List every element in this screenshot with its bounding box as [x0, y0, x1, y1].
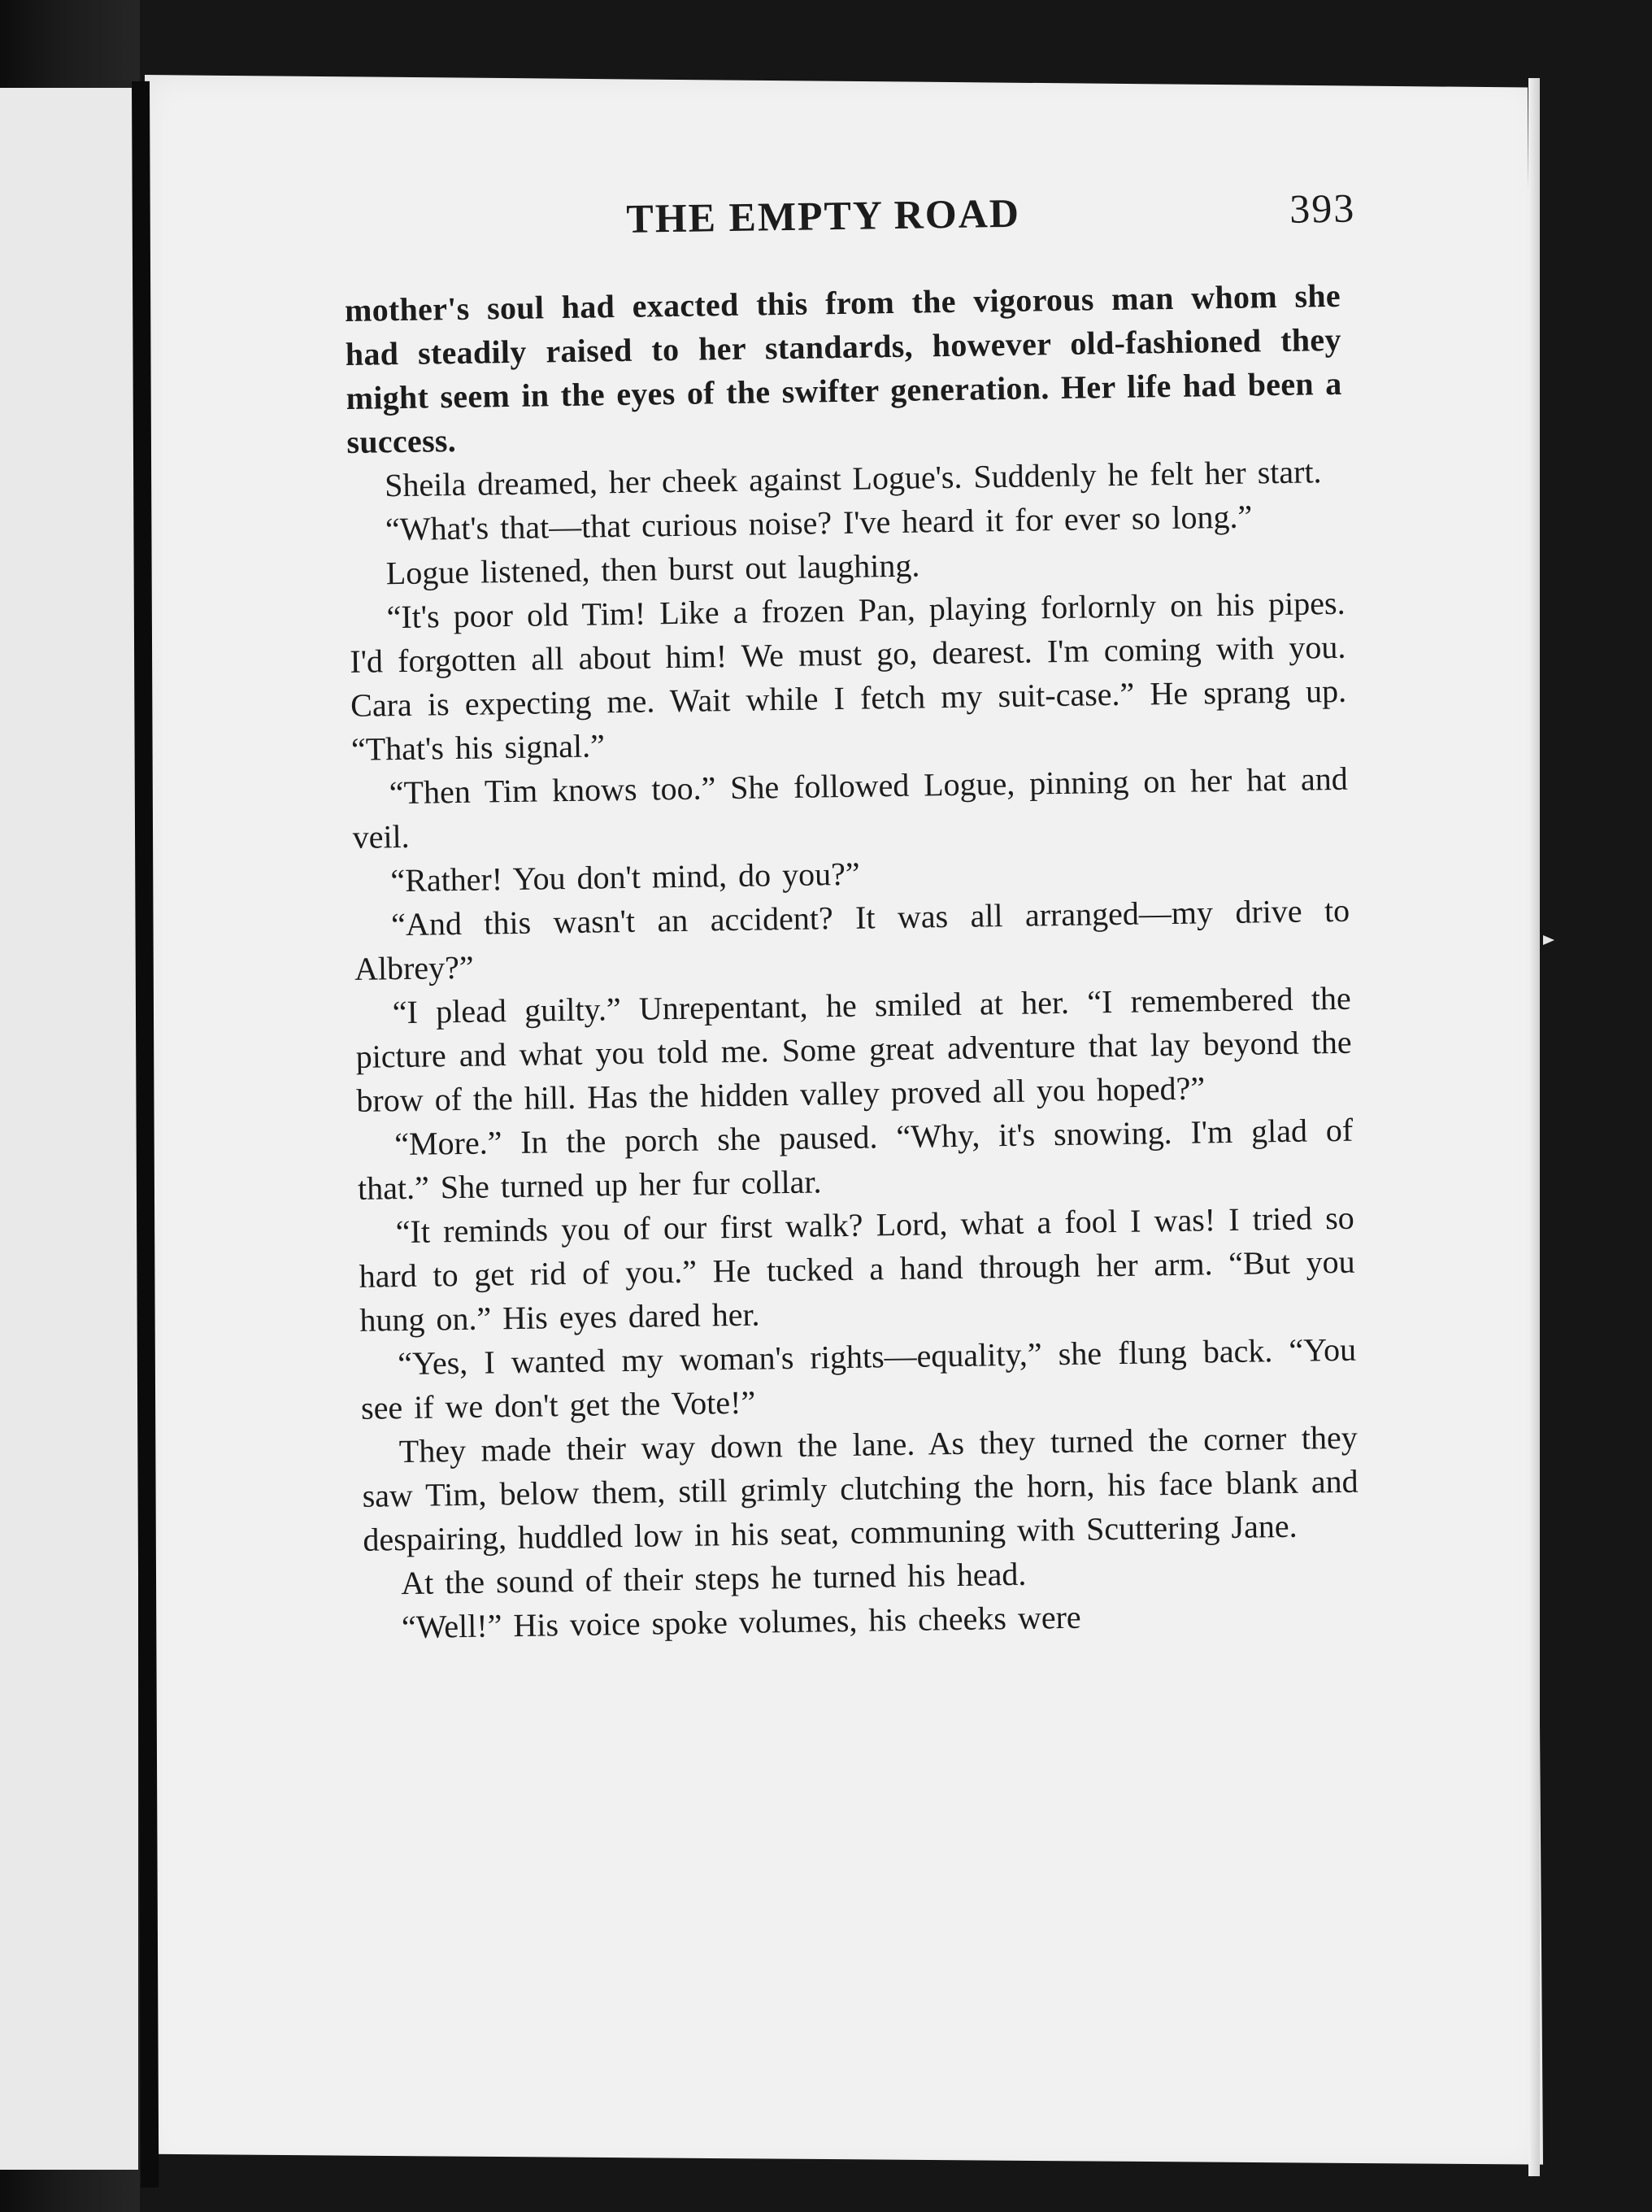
paragraph: “Yes, I wanted my woman's rights—equality,” she flung back. “You see if we don't get the Vote!”: [360, 1330, 1357, 1426]
paragraph: Sheila dreamed, her cheek against Logue's. Suddenly he felt her start.: [384, 453, 1322, 504]
paragraph: “I plead guilty.” Unrepentant, he smiled at her. “I remembered the picture and what you told me. Some great adventure that lay beyond the brow of the hill. Has the hidden valley proved all you hoped?”: [355, 979, 1352, 1119]
paragraph: “It reminds you of our first walk? Lord, what a fool I was! I tried so hard to get rid of you.” He tucked a hand through her arm. “But you hung on.” His eyes dared her.: [359, 1199, 1355, 1339]
paragraph: They made their way down the lane. As they turned the corner they saw Tim, below them, still grimly clutching the horn, his face blank and despairing, huddled low in his seat, communing with Scuttering Jane.: [362, 1418, 1359, 1558]
paragraph: “Rather! You don't mind, do you?”: [390, 855, 860, 899]
body-text: [345, 274, 1361, 1650]
paragraph: At the sound of their steps he turned his head.: [400, 1555, 1027, 1602]
running-title: THE EMPTY ROAD: [625, 189, 1021, 242]
paragraph: “Then Tim knows too.” She followed Logue, pinning on her hat and veil.: [352, 760, 1349, 856]
paragraph: “And this wasn't an accident? It was all arranged—my drive to Albrey?”: [354, 891, 1350, 987]
page-content: [343, 184, 1421, 1650]
paragraph: “Well!” His voice spoke volumes, his cheeks were: [401, 1598, 1081, 1646]
paragraph: mother's soul had exacted this from the vigorous man whom she had steadily raised to her standards, however old-fashioned they might seem in the eyes of the swifter generation. Her life had been a success.: [344, 276, 1342, 460]
paragraph: Logue listened, then burst out laughing.: [385, 546, 920, 592]
paragraph: “It's poor old Tim! Like a frozen Pan, playing forlornly on his pipes. I'd forgotten all about him! We must go, dearest. I'm coming with you. Cara is expecting me. Wait while I fetch my suit-case.” He sprang up. “That's his signal.”: [350, 584, 1347, 768]
page-number: 393: [1289, 185, 1356, 232]
paragraph: “More.” In the porch she paused. “Why, it's snowing. I'm glad of that.” She turned up her fur collar.: [357, 1111, 1354, 1207]
page-right-edge: [1528, 78, 1540, 2176]
paragraph: “What's that—that curious noise? I've heard it for ever so long.”: [385, 498, 1253, 548]
previous-page-edge: [0, 88, 138, 2170]
